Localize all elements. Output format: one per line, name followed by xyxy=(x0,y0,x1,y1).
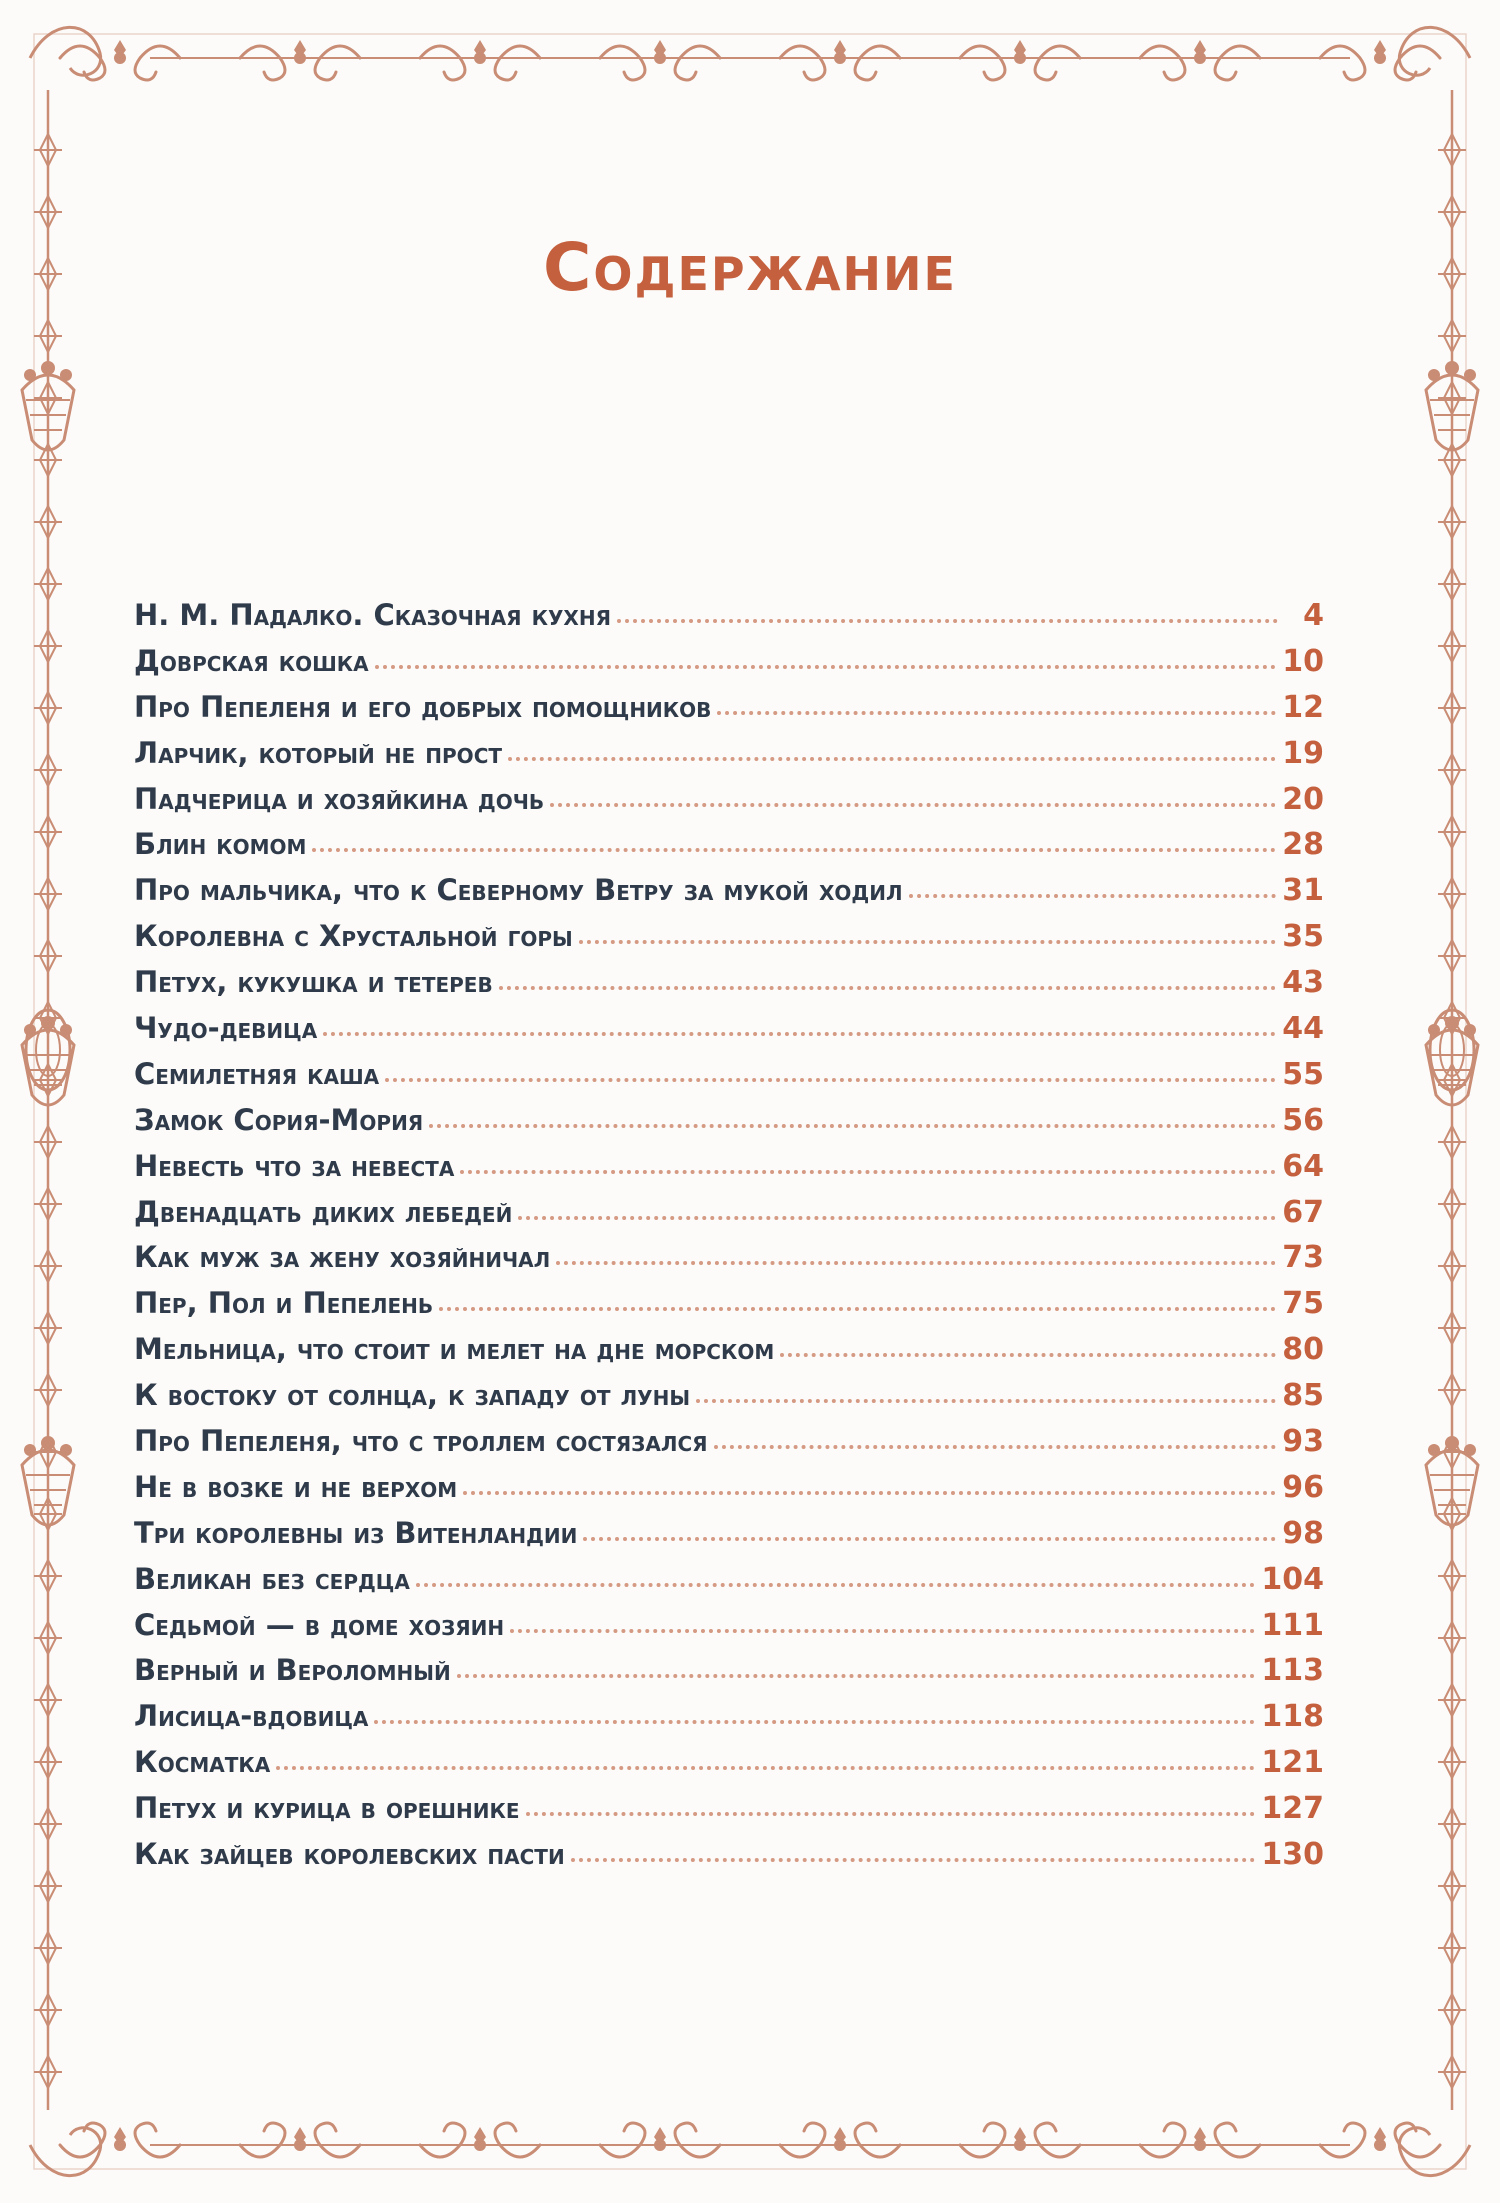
scroll-ornament xyxy=(495,2123,540,2157)
toc-entry xyxy=(134,1699,1324,1745)
toc-entry-title: Про мальчика, что к Северному Ветру за мукой ходил xyxy=(134,873,903,908)
toc-entry-page-number: 4 xyxy=(1303,598,1324,633)
toc-entry-page-number: 130 xyxy=(1261,1837,1324,1873)
toc-entry-title: Падчерица и хозяйкина дочь xyxy=(134,781,545,816)
toc-entry-page-number: 43 xyxy=(1282,965,1324,1001)
toc-entry-title: Пер, Пол и Пепелень xyxy=(134,1286,434,1321)
dot-leader xyxy=(429,1118,1276,1128)
scroll-ornament xyxy=(1215,46,1260,80)
toc-entry-title: Седьмой — в доме хозяин xyxy=(134,1607,505,1642)
toc-entry xyxy=(134,1240,1324,1286)
toc-entry-page-number: 75 xyxy=(1282,1286,1324,1322)
vase-flower xyxy=(1428,369,1440,381)
toc-entry-page-number: 96 xyxy=(1282,1469,1324,1505)
vase-flower xyxy=(1464,369,1476,381)
scroll-ornament xyxy=(1140,46,1185,80)
toc-entry xyxy=(134,598,1324,644)
toc-entry xyxy=(134,1011,1324,1057)
scroll-ornament xyxy=(135,2123,180,2157)
dot-leader xyxy=(526,1806,1256,1816)
toc-entry xyxy=(134,1470,1324,1516)
toc-entry-page-number: 44 xyxy=(1282,1011,1324,1047)
toc-entry-title: Петух, кукушка и тетерев xyxy=(134,965,493,1000)
toc-entry xyxy=(134,1057,1324,1103)
toc-entry-title: К востоку от солнца, к западу от луны xyxy=(134,1378,691,1413)
dot-leader xyxy=(780,1347,1276,1357)
toc-entry xyxy=(134,1837,1324,1883)
vase-flower xyxy=(1464,1444,1476,1456)
dot-leader xyxy=(510,1623,1255,1633)
dot-leader xyxy=(617,613,1278,623)
toc-entry-page-number: 19 xyxy=(1282,735,1324,771)
scroll-ornament xyxy=(960,46,1005,80)
toc-entry-page-number: 73 xyxy=(1282,1240,1324,1276)
toc-entry-title: Двенадцать диких лебедей xyxy=(134,1194,513,1229)
toc-entry-page-number: 31 xyxy=(1282,873,1324,909)
scroll-ornament xyxy=(315,46,360,80)
toc-entry-title: Косматка xyxy=(134,1745,271,1780)
dot-leader xyxy=(550,797,1276,807)
toc-entry-title: Н. М. Падалко. Сказочная кухня xyxy=(134,598,611,632)
scroll-ornament xyxy=(1320,2123,1365,2157)
toc-entry-title: Три королевны из Витенландии xyxy=(134,1515,578,1550)
toc-entry xyxy=(134,1332,1324,1378)
scroll-ornament xyxy=(315,2123,360,2157)
vase-flower xyxy=(41,1436,55,1450)
scroll-ornament xyxy=(1035,2123,1080,2157)
toc-entry-page-number: 104 xyxy=(1261,1561,1324,1597)
scroll-ornament xyxy=(1140,2123,1185,2157)
dot-leader xyxy=(909,888,1277,898)
toc-entry xyxy=(134,1286,1324,1332)
dot-leader xyxy=(556,1255,1276,1265)
scroll-ornament xyxy=(420,2123,465,2157)
toc-entry-title: Замок Сория-Мория xyxy=(134,1102,424,1137)
toc-entry-title: Как зайцев королевских пасти xyxy=(134,1837,565,1872)
toc-entry xyxy=(134,1516,1324,1562)
scroll-ornament xyxy=(780,2123,825,2157)
table-of-contents xyxy=(134,598,1324,1883)
toc-entry-page-number: 93 xyxy=(1282,1424,1324,1460)
toc-entry-page-number: 98 xyxy=(1282,1515,1324,1551)
toc-entry xyxy=(134,1103,1324,1149)
toc-entry-title: Мельница, что стоит и мелет на дне морском xyxy=(134,1332,775,1367)
vase-flower xyxy=(1445,1436,1459,1450)
toc-entry xyxy=(134,690,1324,736)
toc-entry xyxy=(134,1424,1324,1470)
scroll-ornament xyxy=(420,46,465,80)
toc-entry-page-number: 64 xyxy=(1282,1148,1324,1184)
vase-flower xyxy=(1428,1444,1440,1456)
dot-leader xyxy=(518,1210,1276,1220)
toc-entry-title: Чудо-девица xyxy=(134,1011,318,1046)
vase-flower xyxy=(24,369,36,381)
toc-entry-title: Блин комом xyxy=(134,827,307,862)
toc-entry-title: Верный и Вероломный xyxy=(134,1653,451,1688)
toc-entry-title: Лисица-вдовица xyxy=(134,1699,369,1734)
toc-entry xyxy=(134,1149,1324,1195)
toc-entry-page-number: 85 xyxy=(1282,1378,1324,1414)
dot-leader xyxy=(312,842,1276,852)
toc-entry-title: Великан без сердца xyxy=(134,1561,410,1596)
toc-entry xyxy=(134,827,1324,873)
scroll-ornament xyxy=(240,2123,285,2157)
toc-entry-page-number: 67 xyxy=(1282,1194,1324,1230)
toc-entry xyxy=(134,1378,1324,1424)
dot-leader xyxy=(583,1531,1276,1541)
dot-leader xyxy=(499,980,1277,990)
page-title: Содержание xyxy=(543,229,957,306)
dot-leader xyxy=(508,751,1276,761)
toc-entry xyxy=(134,965,1324,1011)
toc-entry-title: Семилетняя каша xyxy=(134,1056,380,1091)
dot-leader xyxy=(439,1301,1276,1311)
dot-leader xyxy=(323,1026,1276,1036)
dot-leader xyxy=(385,1072,1276,1082)
scroll-ornament xyxy=(600,46,645,80)
toc-entry xyxy=(134,1562,1324,1608)
toc-entry xyxy=(134,873,1324,919)
toc-entry-page-number: 55 xyxy=(1282,1056,1324,1092)
toc-entry xyxy=(134,1608,1324,1654)
dot-leader xyxy=(717,705,1276,715)
toc-entry xyxy=(134,919,1324,965)
toc-entry-title: Не в возке и не верхом xyxy=(134,1469,458,1504)
toc-entry xyxy=(134,644,1324,690)
dot-leader xyxy=(579,934,1276,944)
scroll-ornament xyxy=(1035,46,1080,80)
toc-entry-page-number: 10 xyxy=(1282,643,1324,679)
toc-entry-page-number: 121 xyxy=(1261,1745,1324,1781)
vase-flower xyxy=(60,1444,72,1456)
dot-leader xyxy=(374,1714,1255,1724)
scroll-ornament xyxy=(780,46,825,80)
toc-entry-page-number: 20 xyxy=(1282,781,1324,817)
vase-flower xyxy=(41,361,55,375)
toc-entry xyxy=(134,1745,1324,1791)
toc-entry-page-number: 28 xyxy=(1282,827,1324,863)
vase-flower xyxy=(60,369,72,381)
vase-flower xyxy=(24,1444,36,1456)
toc-entry-page-number: 113 xyxy=(1261,1653,1324,1689)
toc-entry-page-number: 12 xyxy=(1282,689,1324,725)
scroll-ornament xyxy=(1215,2123,1260,2157)
toc-entry xyxy=(134,1791,1324,1837)
dot-leader xyxy=(696,1393,1276,1403)
toc-entry-title: Про Пепеленя и его добрых помощников xyxy=(134,689,712,724)
scroll-ornament xyxy=(240,46,285,80)
toc-entry xyxy=(134,1195,1324,1241)
toc-entry xyxy=(134,782,1324,828)
toc-entry-title: Доврская кошка xyxy=(134,643,369,678)
toc-entry-page-number: 35 xyxy=(1282,919,1324,955)
toc-entry xyxy=(134,1653,1324,1699)
scroll-ornament xyxy=(135,46,180,80)
toc-entry-title: Ларчик, который не прост xyxy=(134,735,503,770)
toc-entry-title: Про Пепеленя, что с троллем состязался xyxy=(134,1424,708,1459)
scroll-ornament xyxy=(600,2123,645,2157)
toc-entry-title: Невесть что за невеста xyxy=(134,1148,455,1183)
vase-flower xyxy=(1445,361,1459,375)
dot-leader xyxy=(714,1439,1277,1449)
dot-leader xyxy=(457,1668,1256,1678)
scroll-ornament xyxy=(1320,46,1365,80)
toc-entry-page-number: 56 xyxy=(1282,1102,1324,1138)
toc-entry xyxy=(134,736,1324,782)
dot-leader xyxy=(276,1760,1255,1770)
toc-entry-title: Королевна с Хрустальной горы xyxy=(134,919,573,954)
dot-leader xyxy=(416,1577,1256,1587)
toc-entry-title: Как муж за жену хозяйничал xyxy=(134,1240,551,1275)
scroll-ornament xyxy=(675,46,720,80)
toc-entry-page-number: 127 xyxy=(1261,1791,1324,1827)
dot-leader xyxy=(460,1164,1276,1174)
dot-leader xyxy=(571,1852,1256,1862)
scroll-ornament xyxy=(960,2123,1005,2157)
toc-entry-page-number: 118 xyxy=(1261,1699,1324,1735)
dot-leader xyxy=(463,1485,1276,1495)
toc-entry-page-number: 80 xyxy=(1282,1332,1324,1368)
toc-entry-title: Петух и курица в орешнике xyxy=(134,1791,520,1826)
scroll-ornament xyxy=(855,2123,900,2157)
toc-entry-page-number: 111 xyxy=(1261,1607,1324,1643)
dot-leader xyxy=(375,659,1277,669)
scroll-ornament xyxy=(495,46,540,80)
scroll-ornament xyxy=(855,46,900,80)
scroll-ornament xyxy=(675,2123,720,2157)
